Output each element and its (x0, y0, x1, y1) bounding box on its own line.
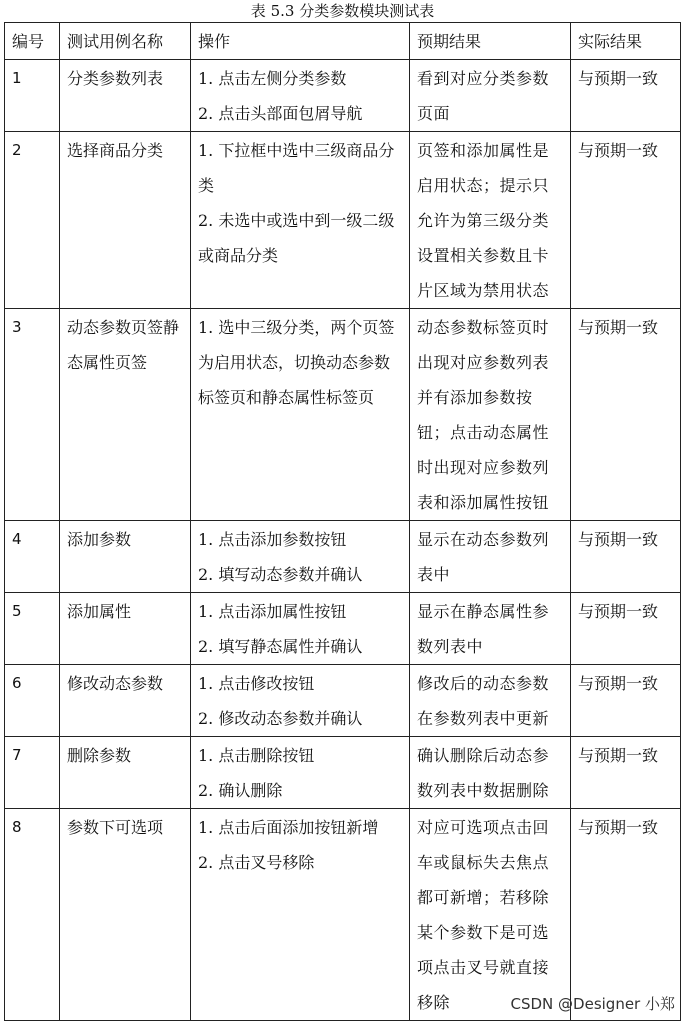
test-case-table (4, 22, 681, 1021)
row-name: 选择商品分类 (60, 132, 191, 309)
row-actual: 与预期一致 (571, 521, 681, 593)
step: 1. 下拉框中选中三级商品分类 (198, 141, 395, 195)
watermark: CSDN @Designer 小郑 (510, 995, 675, 1013)
row-steps (191, 665, 410, 737)
table-row (5, 737, 681, 809)
table-caption: 表 5.3 分类参数模块测试表 (250, 2, 435, 20)
step: 1. 选中三级分类，两个页签为启用状态，切换动态参数标签页和静态属性标签页 (198, 318, 395, 407)
step: 1. 点击添加参数按钮 (198, 530, 347, 549)
row-id: 8 (5, 809, 60, 1021)
table-row (5, 593, 681, 665)
row-name: 参数下可选项 (60, 809, 191, 1021)
row-id: 1 (5, 60, 60, 132)
header-steps: 操作 (191, 23, 410, 60)
header-expected: 预期结果 (410, 23, 571, 60)
row-id: 4 (5, 521, 60, 593)
header-name: 测试用例名称 (60, 23, 191, 60)
table-body (5, 60, 681, 1021)
row-actual: 与预期一致 (571, 593, 681, 665)
row-expected: 显示在动态参数列表中 (410, 521, 571, 593)
header-id: 编号 (5, 23, 60, 60)
step: 2. 确认删除 (198, 781, 283, 800)
row-steps (191, 132, 410, 309)
row-id: 3 (5, 309, 60, 521)
row-steps (191, 737, 410, 809)
step: 2. 填写动态参数并确认 (198, 565, 363, 584)
step: 1. 点击左侧分类参数 (198, 69, 347, 88)
table-row (5, 665, 681, 737)
step: 2. 点击叉号移除 (198, 853, 315, 872)
row-steps (191, 309, 410, 521)
row-name: 动态参数页签静态属性页签 (60, 309, 191, 521)
step: 2. 修改动态参数并确认 (198, 709, 363, 728)
row-actual: 与预期一致 (571, 737, 681, 809)
header-row (5, 23, 681, 60)
table-row (5, 132, 681, 309)
row-expected: 对应可选项点击回车或鼠标失去焦点都可新增；若移除某个参数下是可选项点击叉号就直接移除 (410, 809, 571, 1021)
table-row (5, 60, 681, 132)
step: 2. 点击头部面包屑导航 (198, 104, 363, 123)
row-actual: 与预期一致 (571, 60, 681, 132)
row-id: 7 (5, 737, 60, 809)
row-steps (191, 521, 410, 593)
row-expected: 显示在静态属性参数列表中 (410, 593, 571, 665)
step: 1. 点击添加属性按钮 (198, 602, 347, 621)
step: 2. 填写静态属性并确认 (198, 637, 363, 656)
row-expected: 动态参数标签页时出现对应参数列表并有添加参数按钮；点击动态属性时出现对应参数列表和添加属性按钮 (410, 309, 571, 521)
table-row (5, 809, 681, 1021)
row-steps (191, 809, 410, 1021)
row-id: 5 (5, 593, 60, 665)
row-actual: 与预期一致 (571, 309, 681, 521)
row-name: 删除参数 (60, 737, 191, 809)
row-name: 添加属性 (60, 593, 191, 665)
row-expected: 确认删除后动态参数列表中数据删除 (410, 737, 571, 809)
row-steps (191, 593, 410, 665)
header-actual: 实际结果 (571, 23, 681, 60)
row-name: 添加参数 (60, 521, 191, 593)
row-actual: 与预期一致 (571, 809, 681, 1021)
step: 1. 点击删除按钮 (198, 746, 315, 765)
row-name: 分类参数列表 (60, 60, 191, 132)
step: 1. 点击后面添加按钮新增 (198, 818, 379, 837)
row-steps (191, 60, 410, 132)
row-actual: 与预期一致 (571, 132, 681, 309)
row-name: 修改动态参数 (60, 665, 191, 737)
table-row (5, 309, 681, 521)
table-row (5, 521, 681, 593)
row-expected: 看到对应分类参数页面 (410, 60, 571, 132)
row-expected: 页签和添加属性是启用状态；提示只允许为第三级分类设置相关参数且卡片区域为禁用状态 (410, 132, 571, 309)
row-id: 6 (5, 665, 60, 737)
row-actual: 与预期一致 (571, 665, 681, 737)
row-expected: 修改后的动态参数在参数列表中更新 (410, 665, 571, 737)
row-id: 2 (5, 132, 60, 309)
step: 1. 点击修改按钮 (198, 674, 315, 693)
step: 2. 未选中或选中到一级二级或商品分类 (198, 211, 395, 265)
